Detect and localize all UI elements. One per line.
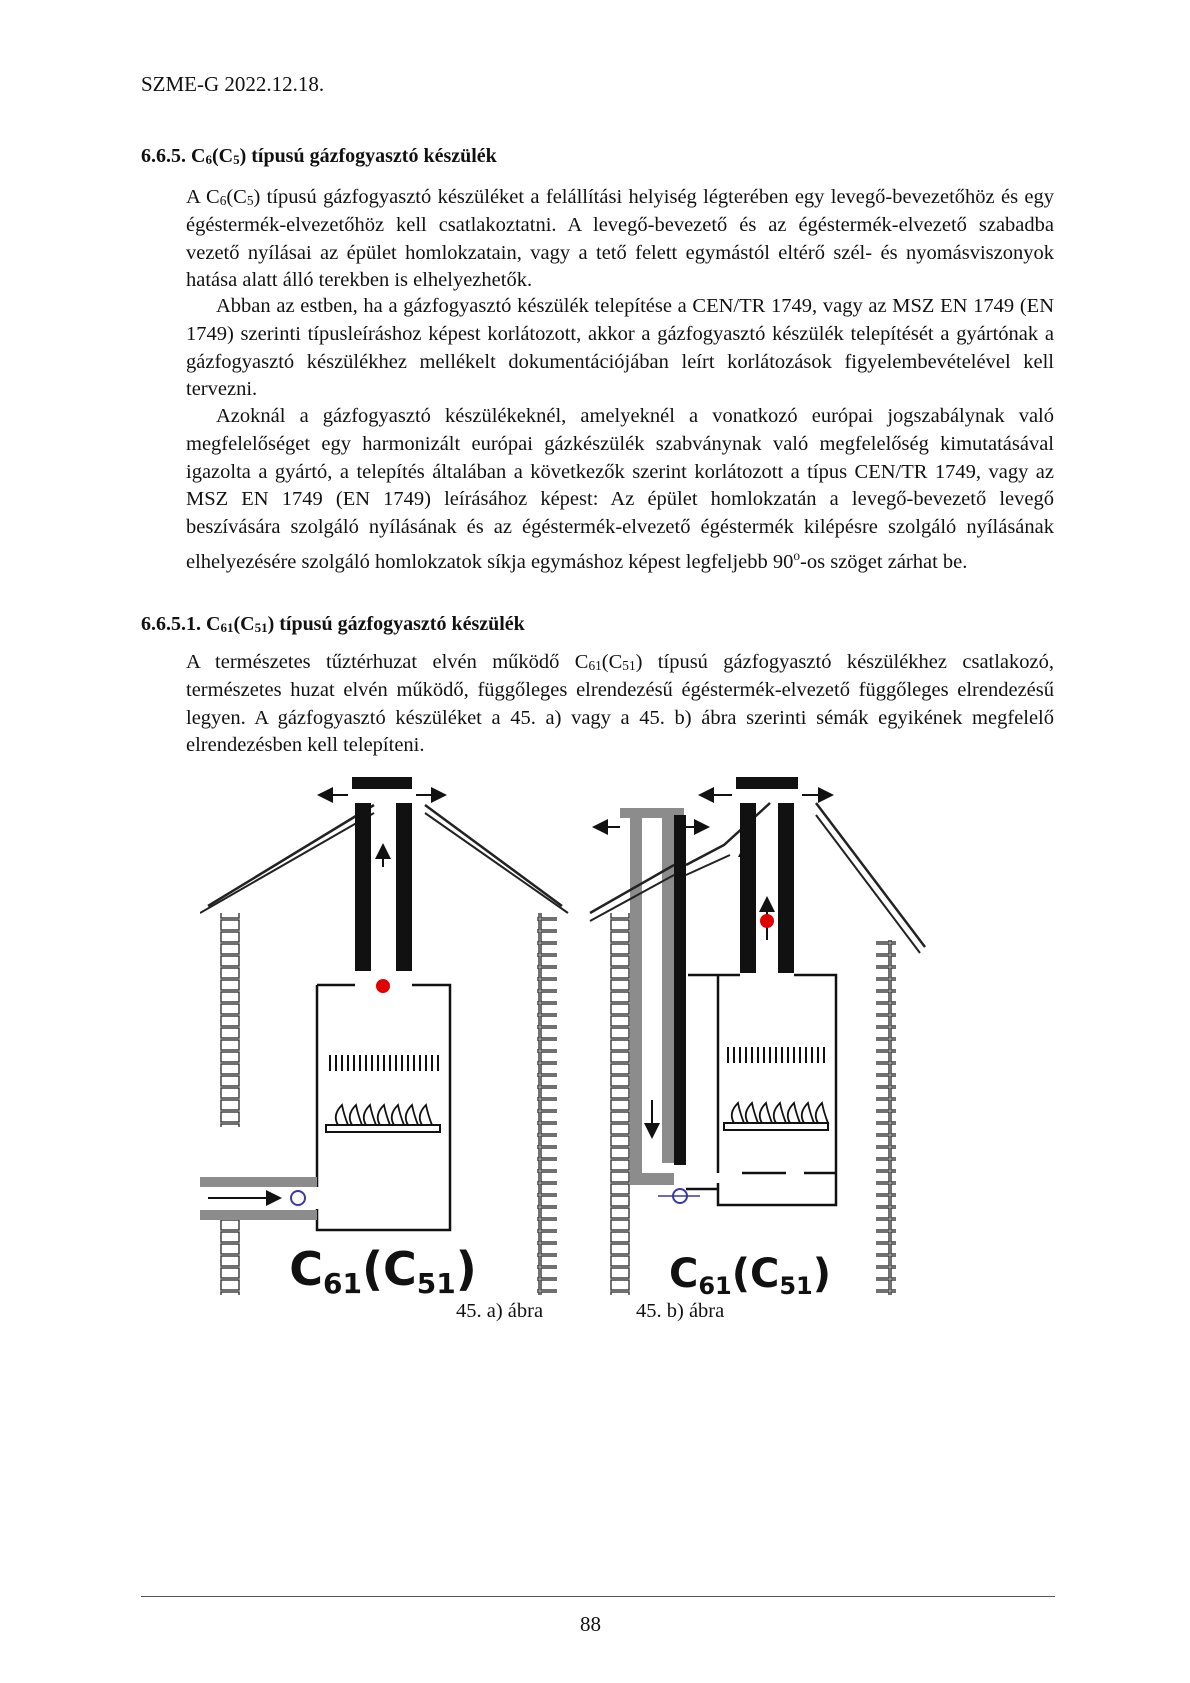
figure-b-heat-exchanger — [728, 1047, 824, 1063]
figure-b-appliance — [688, 975, 836, 1205]
figure-a-air-circle — [291, 1191, 305, 1205]
figure-caption-b: 45. b) ábra — [636, 1300, 725, 1322]
paragraph-installation-restriction: Abban az estben, ha a gázfogyasztó készülék telepítése a CEN/TR 1749, vagy az MSZ EN 1749 (EN 1749) szerinti típusleíráshoz képest korlátozott, akkor a gázfogyasztó készülék telepítését a gyártónak a gázfogyasztó készülékhez mellékelt dokumentációjában leírt korlátozások figyelembevételével kell tervezni. — [186, 295, 1054, 401]
figure-b-label: C61(C51) — [668, 1251, 832, 1295]
paragraph-harmonized-standard: Azoknál a gázfogyasztó készülékeknél, amelyeknél a vonatkozó európai jogszabálynak való megfelelőséget egy harmonizált európai gázkészülék szabványnak való megfelelőség kimutatásával igazolta a gyártó, a telepítés általában a következők szerint korlátozott a típus CEN/TR 1749, vagy az MSZ EN 1749 (EN 1749) leírásához képest: Az épület homlokzatán a levegő-bevezető levegő beszívására szolgáló nyílásának és az égéstermék-elvezető égéstermék kilépésre szolgáló nyílásának elhelyezésére szolgáló homlokzatok síkja egymáshoz képest legfeljebb 90$^o$-os szöget zárhat be. — [186, 405, 1054, 573]
figure-a-burner — [326, 1105, 440, 1132]
figure-a-heat-exchanger — [330, 1055, 438, 1071]
figure-a-flame-dot — [376, 979, 390, 993]
installation-diagram — [200, 775, 1000, 1295]
figure-b-flue — [740, 803, 756, 973]
paragraph-c6-intro: A $C_6(C_5)$ típusú gázfogyasztó készüléket a felállítási helyiség légterében egy levegő-bevezetőhöz és egy égéstermék-elvezetőhöz kell csatlakoztatni. A levegő-bevezető és az égéstermék-elvezető szabadba vezető nyílásai az épület homlokzatain, vagy a tető felett egymástól eltérő szél- és nyomásviszonyok hatása alatt álló terekben is elhelyezhetők. — [186, 186, 1054, 292]
figure-a-roof — [208, 805, 562, 906]
figure-caption-a: 45. a) ábra — [456, 1300, 544, 1322]
figure-a-flue-cap — [352, 777, 412, 789]
figure-a-c61-roof-flue — [200, 777, 568, 1295]
figure-b-air-chimney — [630, 815, 642, 1185]
paragraph-c61-natural-draft: A természetes tűztérhuzat elvén működő $C_{61}(C_{51})$ típusú gázfogyasztó készülékhez csatlakozó, természetes huzat elvén működő, függőleges elrendezésű égéstermék-elvezető függőleges elrendezésű legyen. A gázfogyasztó készüléket a 45. a) vagy a 45. b) ábra szerinti sémák egyikének megfelelő elrendezésben kell telepíteni. — [186, 651, 1055, 757]
figure-a-right-wall — [537, 913, 557, 1295]
document-header: SZME-G 2022.12.18. — [141, 72, 325, 96]
figure-a-label: C61(C51) — [289, 1242, 477, 1295]
section-heading-6-6-5-1: 6.6.5.1. $C_{61}(C_{51})$ típusú gázfogyasztó készülék — [141, 613, 525, 635]
footer-divider — [141, 1596, 1055, 1597]
figure-b-right-wall — [876, 940, 896, 1295]
figure-a-flue — [355, 803, 371, 971]
figure-b-c61-wall-flue — [590, 777, 925, 1295]
section-heading-6-6-5: 6.6.5. $C_6(C_5)$ típusú gázfogyasztó készülék — [141, 145, 497, 167]
figure-b-burner — [724, 1103, 828, 1130]
figure-a-air-duct — [200, 1177, 317, 1187]
figure-b-flue-cap — [736, 777, 798, 789]
page-number: 88 — [580, 1612, 601, 1636]
figure-b-flame-dot — [760, 914, 774, 928]
figure-a-left-wall — [220, 913, 240, 1127]
figure-b-left-wall — [610, 913, 630, 1295]
figure-a-appliance — [317, 985, 450, 1230]
